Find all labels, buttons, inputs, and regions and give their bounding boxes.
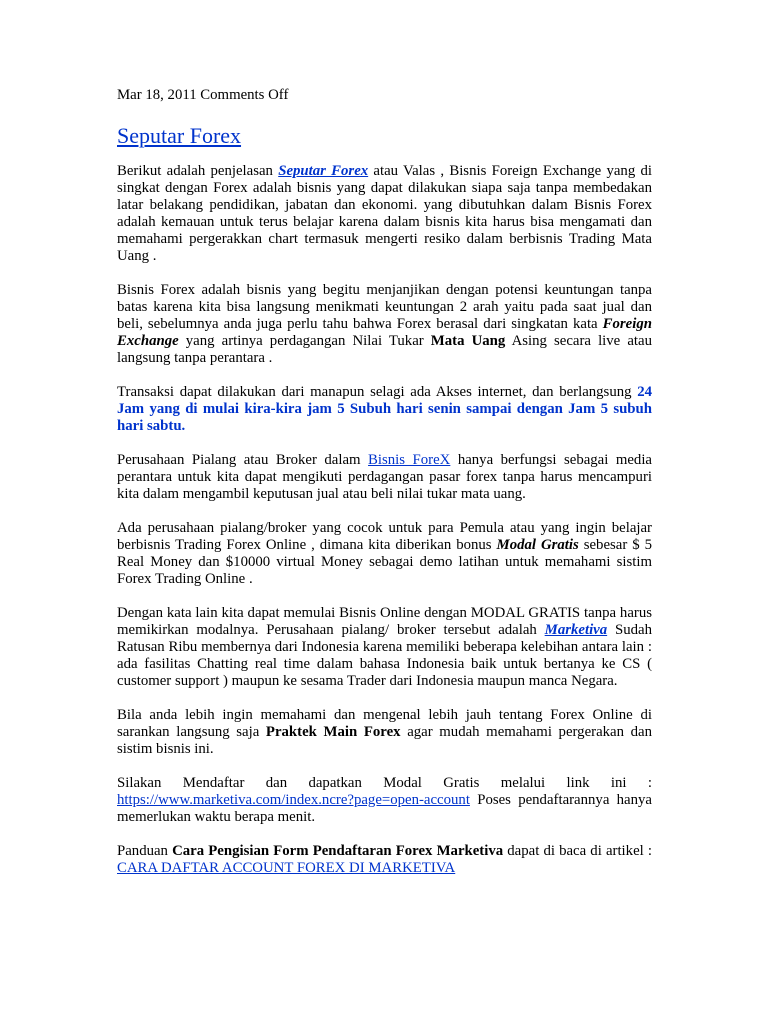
p6-text-a: Dengan kata lain kita dapat memulai Bisnis Online dengan MODAL GRATIS tanpa harus memikirkan modalnya. Perusahaan pialang/ broker tersebut adalah	[117, 605, 652, 638]
p2-text-b: yang artinya perdagangan Nilai Tukar	[178, 333, 431, 349]
article-body	[117, 87, 652, 894]
mata-uang-term: Mata Uang	[430, 333, 506, 349]
p5-text-b: sebesar $ 5 Real Money dan $10000 virtual Money sebagai demo latihan untuk memahami sistim Forex Trading Online .	[117, 537, 652, 587]
open-account-url-link[interactable]: https://www.marketiva.com/index.ncre?page=open-account	[117, 792, 470, 808]
paragraph-9	[117, 843, 652, 877]
post-meta: Mar 18, 2011 Comments Off	[117, 87, 289, 103]
p8-text-a: Silakan Mendaftar dan dapatkan Modal Gratis melalui link ini :	[117, 775, 652, 791]
p3-text-a: Transaksi dapat dilakukan dari manapun selagi ada Akses internet, dan berlangsung	[117, 384, 638, 400]
paragraph-2	[117, 282, 652, 367]
p6-text-b: Sudah Ratusan Ribu membernya dari Indonesia karena memiliki beberapa kelebihan antara lain : ada fasilitas Chatting real time dalam bahasa Indonesia baik untuk bertanya ke CS ( customer support ) maupun ke sesama Trader dari Indonesia maupun manca Negara.	[117, 622, 652, 689]
p7-text-a: Bila anda lebih ingin memahami dan mengenal lebih jauh tentang Forex Online di sarankan langsung saja	[117, 707, 652, 740]
daftar-account-link[interactable]: CARA DAFTAR ACCOUNT FOREX DI MARKETIVA	[117, 860, 456, 876]
p2-text-c: Asing secara live atau langsung tanpa perantara .	[117, 333, 652, 366]
paragraph-6	[117, 605, 652, 690]
bisnis-forex-link[interactable]: Bisnis ForeX	[368, 452, 451, 468]
p8-text-b: Poses pendaftarannya hanya memerlukan waktu berapa menit.	[117, 792, 652, 825]
paragraph-8	[117, 775, 652, 826]
p7-text-b: agar mudah memahami pergerakan dan sistim bisnis ini.	[117, 724, 653, 757]
p1-text-a: Berikut adalah penjelasan	[117, 163, 279, 179]
paragraph-1	[117, 163, 652, 265]
p4-text-b: hanya berfungsi sebagai media perantara untuk kita dapat mengikuti perdagangan pasar forex tanpa harus mencampuri kita dalam mengambil keputusan jual atau beli nilai tukar mata uang.	[117, 452, 652, 502]
article-title-link[interactable]: Seputar Forex	[117, 123, 242, 148]
marketiva-link[interactable]: Marketiva	[544, 622, 608, 638]
seputar-forex-link[interactable]: Seputar Forex	[278, 163, 369, 179]
paragraph-7	[117, 707, 652, 758]
paragraph-5	[117, 520, 652, 588]
paragraph-4	[117, 452, 652, 503]
p9-text-a: Panduan	[117, 843, 173, 859]
p5-text-a: Ada perusahaan pialang/broker yang cocok untuk para Pemula atau yang ingin belajar berbisnis Trading Forex Online , dimana kita diberikan bonus	[117, 520, 652, 553]
p1-text-b: atau Valas , Bisnis Foreign Exchange yang di singkat dengan Forex adalah bisnis yang dapat dilakukan siapa saja tanpa membedakan latar belakang pendidikan, jabatan dan ekonomi. yang dibutuhkan dalam Bisnis Forex adalah kemauan untuk terus belajar karena dalam bisnis kita harus bisa mengamati dan memahami pergerakkan chart termasuk mengerti resiko dalam berbisnis Trading Mata Uang .	[117, 163, 652, 264]
p9-text-b: dapat di baca di artikel :	[503, 843, 652, 859]
article-title	[117, 123, 652, 149]
paragraph-3	[117, 384, 652, 435]
foreign-exchange-term: Foreign Exchange	[117, 316, 652, 349]
praktek-main-forex-term: Praktek Main Forex	[265, 724, 401, 740]
p2-text-a: Bisnis Forex adalah bisnis yang begitu menjanjikan dengan potensi keuntungan tanpa batas karena kita bisa langsung menikmati keuntungan 2 arah yaitu pada saat jual dan beli, sebelumnya anda juga perlu tahu bahwa Forex berasal dari singkatan kata	[117, 282, 652, 332]
modal-gratis-term: Modal Gratis	[496, 537, 579, 553]
panduan-term: Cara Pengisian Form Pendaftaran Forex Marketiva	[172, 843, 504, 859]
p4-text-a: Perusahaan Pialang atau Broker dalam	[117, 452, 369, 468]
trading-hours-highlight: 24 Jam yang di mulai kira-kira jam 5 Subuh hari senin sampai dengan Jam 5 subuh hari sabtu.	[117, 384, 652, 434]
